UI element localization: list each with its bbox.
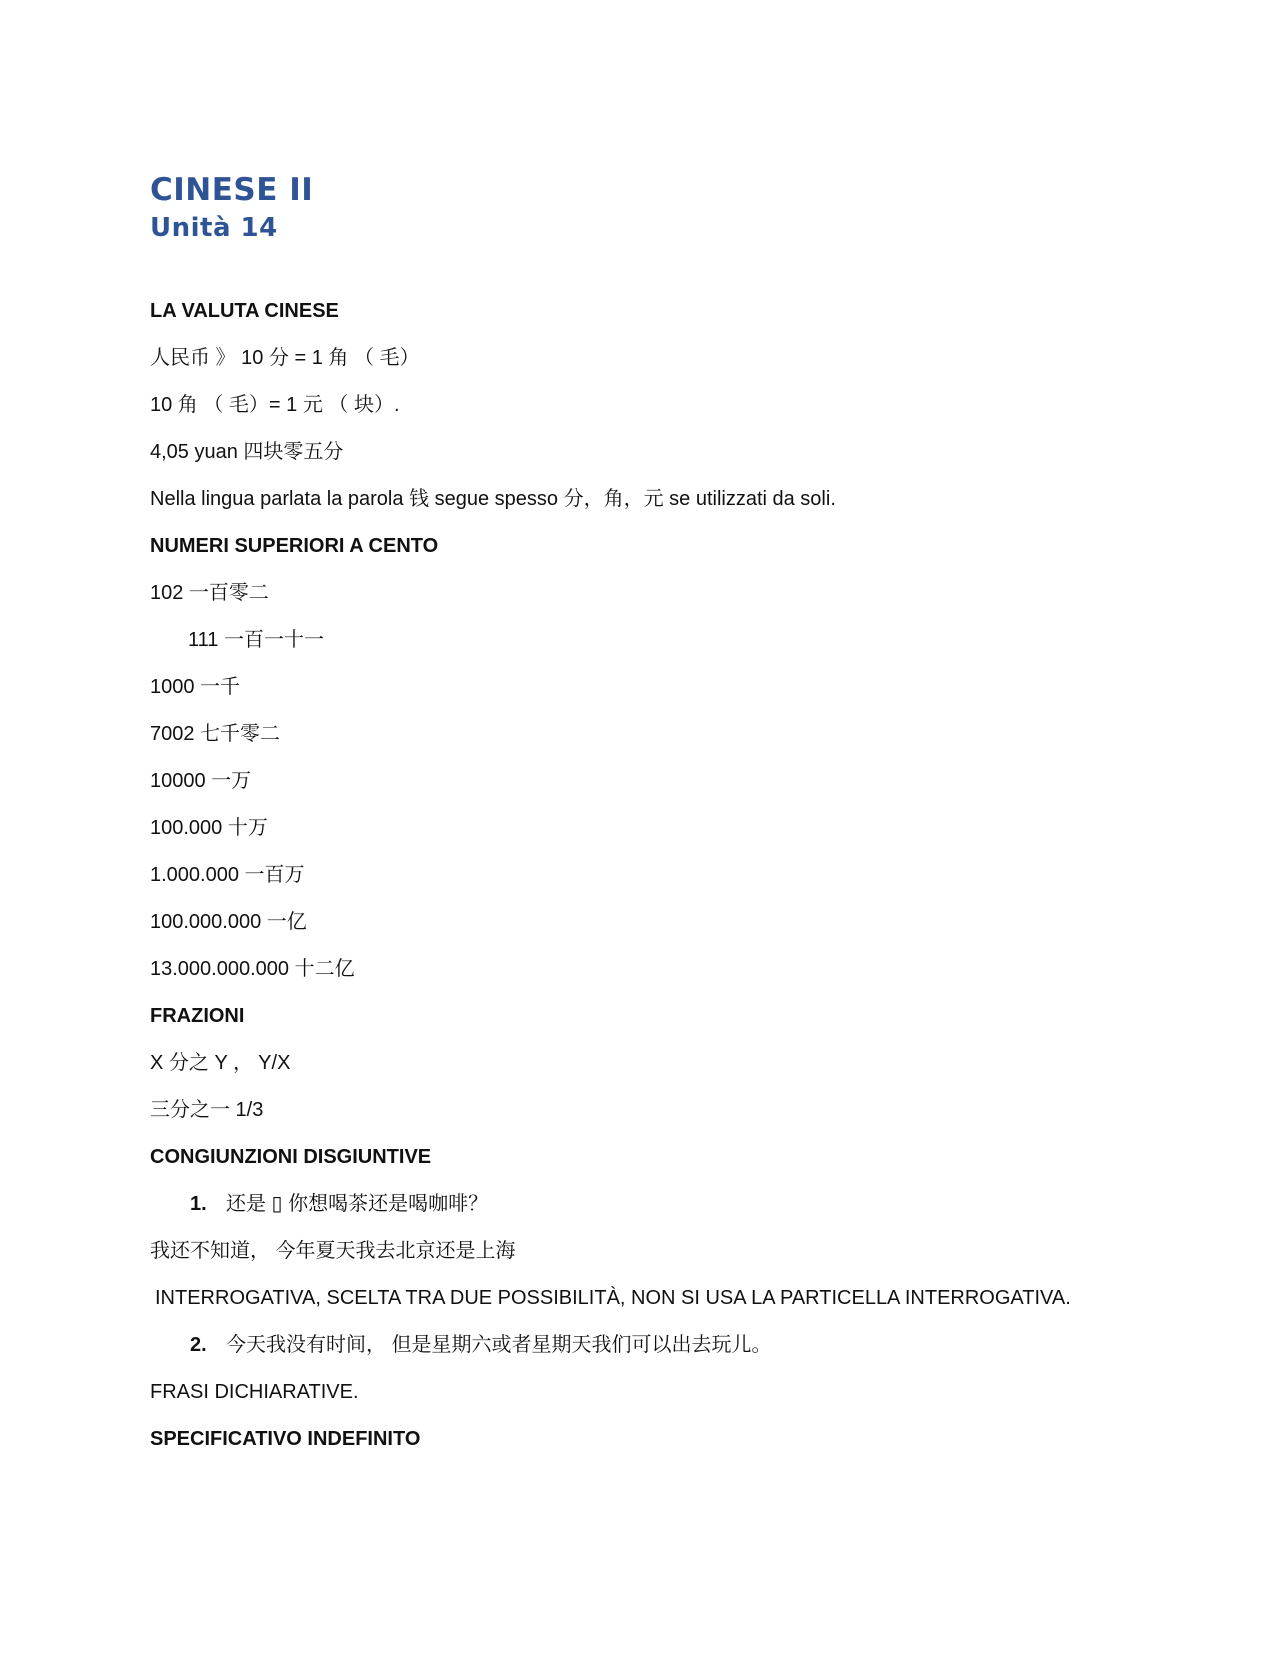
number-13000000000: 13.000.000.000 十二亿 bbox=[150, 958, 355, 981]
paragraph-interrogativa-note: INTERROGATIVA, SCELTA TRA DUE POSSIBILITÀ, NON SI USA LA PARTICELLA INTERROGATIVA. bbox=[155, 1287, 1071, 1310]
paragraph-example-yuan: 4,05 yuan 四块零五分 bbox=[150, 441, 344, 464]
document-body bbox=[150, 288, 1150, 1463]
list-item-text: 还是 ▯ 你想喝茶还是喝咖啡？ bbox=[226, 1193, 489, 1216]
section-heading-specificativo: SPECIFICATIVO INDEFINITO bbox=[150, 1428, 421, 1451]
paragraph-qian-note: Nella lingua parlata la parola 钱 segue spesso 分，角，元 se utilizzati da soli. bbox=[150, 488, 836, 511]
number-1000000: 1.000.000 一百万 bbox=[150, 864, 305, 887]
number-10000: 10000 一万 bbox=[150, 770, 252, 793]
number-100000: 100.000 十万 bbox=[150, 817, 268, 840]
number-7002: 7002 七千零二 bbox=[150, 723, 281, 746]
fraction-example: 三分之一 1/3 bbox=[150, 1099, 264, 1122]
list-number: 1. bbox=[190, 1193, 207, 1216]
section-heading-numeri: NUMERI SUPERIORI A CENTO bbox=[150, 535, 439, 558]
number-100000000: 100.000.000 一亿 bbox=[150, 911, 307, 934]
section-heading-valuta: LA VALUTA CINESE bbox=[150, 300, 339, 323]
list-item-huozhe bbox=[150, 1322, 1150, 1369]
list-item-haishi bbox=[150, 1181, 1150, 1228]
section-heading-frazioni: FRAZIONI bbox=[150, 1005, 245, 1028]
document-subtitle: Unità 14 bbox=[150, 213, 278, 244]
list-number: 2. bbox=[190, 1334, 207, 1357]
section-heading-congiunzioni: CONGIUNZIONI DISGIUNTIVE bbox=[150, 1146, 432, 1169]
paragraph-renminbi: 人民币 》 10 分 = 1 角 （ 毛） bbox=[150, 347, 420, 370]
paragraph-dichiarative-note: FRASI DICHIARATIVE. bbox=[150, 1381, 359, 1404]
number-102: 102 一百零二 bbox=[150, 582, 269, 605]
list-item-text: 今天我没有时间， 但是星期六或者星期天我们可以出去玩儿。 bbox=[226, 1334, 772, 1357]
number-1000: 1000 一千 bbox=[150, 676, 241, 699]
number-111: 111 一百一十一 bbox=[188, 629, 324, 652]
document-title: CINESE II bbox=[150, 172, 314, 208]
paragraph-example-haishi: 我还不知道， 今年夏天我去北京还是上海 bbox=[150, 1240, 516, 1263]
document-content bbox=[150, 172, 1150, 1463]
paragraph-jiao-yuan: 10 角 （ 毛）= 1 元 （ 块）. bbox=[150, 394, 400, 417]
fraction-formula: X 分之 Y ， Y/X bbox=[150, 1052, 291, 1075]
